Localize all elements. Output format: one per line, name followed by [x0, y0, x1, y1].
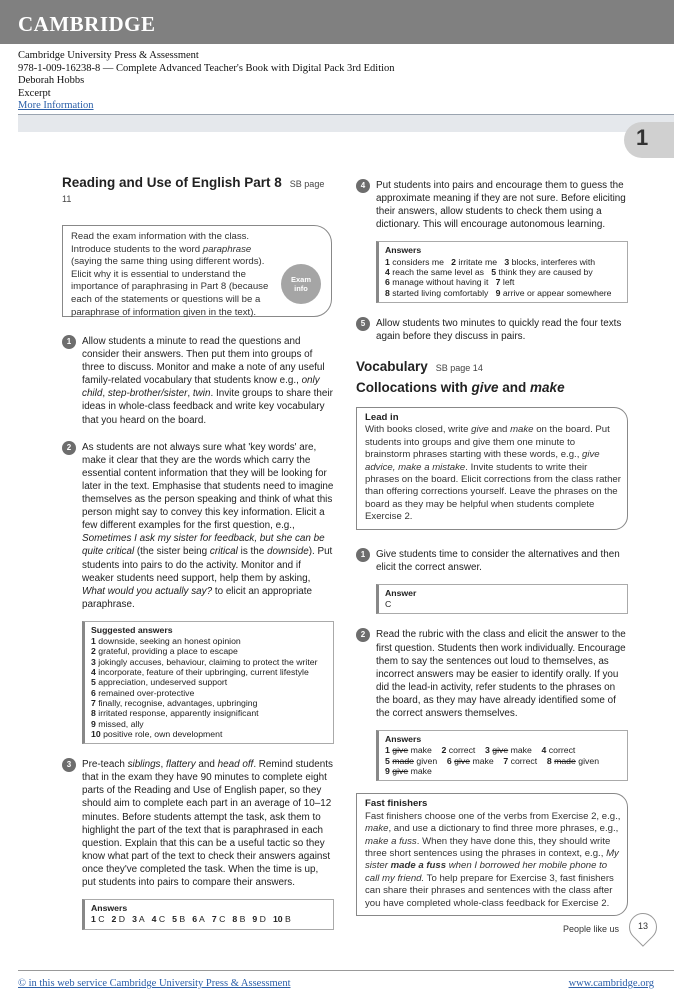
lead-in-heading: Lead in	[365, 412, 399, 424]
answers-heading: Suggested answers	[91, 624, 173, 635]
answer-line: 9 give make	[385, 766, 432, 777]
publisher: Cambridge University Press & Assessment	[18, 50, 199, 61]
footer-divider	[18, 970, 674, 971]
step-number: 2	[356, 628, 370, 642]
website-link[interactable]: www.cambridge.org	[568, 978, 654, 989]
answer-line: 5 made given 6 give make 7 correct 8 made given	[385, 755, 600, 766]
answer-line: 7 finally, recognise, advantages, upbringing	[91, 697, 258, 708]
publication-meta	[18, 50, 395, 113]
answers-heading: Answers	[385, 734, 422, 745]
answer-line: 6 manage without having it 7 left	[385, 277, 515, 288]
suggested-answers-box	[82, 621, 334, 744]
sb-page-ref: SB page 14	[435, 363, 483, 374]
page-number: 13	[637, 921, 648, 931]
answer-line: 1 C 2 D 3 A 4 C 5 B 6 A 7 C 8 B 9 D 10 B	[91, 914, 291, 925]
left-column	[62, 175, 334, 930]
copyright-link[interactable]: © in this web service Cambridge University Press & Assessment	[18, 978, 291, 989]
right-column	[356, 179, 628, 916]
answer-line: C	[385, 599, 392, 610]
section-title-reading: Reading and Use of English Part 8 SB page 11	[62, 175, 325, 204]
step-number: 1	[62, 335, 76, 349]
answer-line: 9 missed, ally	[91, 718, 144, 729]
unit-title-footer: People like us	[563, 924, 620, 934]
unit-number: 1	[636, 125, 649, 150]
answer-line: 8 started living comfortably 9 arrive or appear somewhere	[385, 287, 612, 298]
vocab-step-1: 1 Give students time to consider the alternatives and then elicit the correct answer.	[356, 548, 628, 574]
step-3: 3 Pre-teach siblings, flattery and head off. Remind students that in the exam they have 90 minutes to complete eight parts of the Reading and Use of English paper, so they should aim to complete each part in an average of 10–12 minutes. Before students attempt the task, ask them to highlight the part of the text that is paraphrased in each question. Explain that this can be a useful tactic so they know what part of the text to check their answers against once they've completed the task. When the time is up, put students into pairs to compare their answers.	[62, 758, 334, 889]
isbn-title: 978-1-009-16238-8 — Complete Advanced Teacher's Book with Digital Pack 3rd Edition	[18, 62, 395, 74]
lead-in-box	[356, 407, 628, 530]
header-bar	[0, 0, 674, 44]
step-number: 4	[356, 179, 370, 193]
exam-info-badge: Exam info	[281, 264, 321, 304]
answers-heading: Answers	[91, 903, 128, 914]
step-5: 5 Allow students two minutes to quickly read the four texts again before they discuss in pairs.	[356, 317, 628, 343]
answers-box-4	[376, 241, 628, 302]
answers-heading: Answer	[385, 587, 417, 598]
answer-line: 6 remained over-protective	[91, 687, 195, 698]
unit-tab	[624, 122, 674, 158]
fast-finishers-text: Fast finishers choose one of the verbs from Exercise 2, e.g., make, and use a dictionary to find three more phrases, e.g., make a fuss. When they have done this, they should write three short sentences using the phrases in context, e.g., My sister made a fuss when I borrowed her mobile phone to call my friend. To help prepare for Exercise 3, fast finishers can share their phrases and sentences with the class after you have completed whole-class feedback for Exercise 2.	[365, 810, 621, 909]
step-number: 2	[62, 441, 76, 455]
subtitle-collocations: Collocations with give and make	[356, 380, 565, 396]
header-divider	[18, 114, 674, 132]
answer-line: 4 incorporate, feature of their upbringing, current lifestyle	[91, 667, 309, 678]
answer-line: 2 grateful, providing a place to escape	[91, 646, 238, 657]
answer-line: 8 irritated response, apparently insignificant	[91, 708, 259, 719]
answer-line: 1 downside, seeking an honest opinion	[91, 636, 241, 647]
step-4: 4 Put students into pairs and encourage them to guess the approximate meaning if they are not sure. Before eliciting their answers, allow students to check them using a dictionary. This will encourage autonomous learning.	[356, 179, 628, 231]
more-information-link[interactable]: More Information	[18, 100, 94, 111]
step-number: 5	[356, 317, 370, 331]
cambridge-logo: CAMBRIDGE	[18, 12, 156, 36]
fast-finishers-heading: Fast finishers	[365, 798, 428, 810]
sb-page-ref: SB page 11	[62, 179, 325, 204]
answer-box-vocab-1	[376, 584, 628, 615]
fast-finishers-box	[356, 793, 628, 916]
answers-heading: Answers	[385, 245, 422, 256]
answers-box-3	[82, 899, 334, 930]
vocab-step-2: 2 Read the rubric with the class and elicit the answer to the first question. Students then work individually. Encourage them to say the sentences out loud to themselves, as incorrect answers may be easier to identify orally. If you did the lead-in activity, refer students to the phrases on the board, as they may have already identified some of the correct answers themselves.	[356, 628, 628, 720]
step-1: 1 Allow students a minute to read the questions and consider their answers. Then put them into groups of three to discuss. Monitor and make a note of any useful family-related vocabulary that students know e.g., only child, step-brother/sister, twin. Invite groups to share their ideas in whole-class feedback and write key vocabulary that you heard on the board.	[62, 335, 334, 427]
excerpt-label: Excerpt	[18, 87, 51, 99]
step-2: 2 As students are not always sure what 'key words' are, make it clear that they are the words which carry the essential content information that they will be looking for later in the text. Emphasise that students need to imagine themselves as the person speaking and think of what this person might say to convey this key information. Elicit a few different examples for the first question, e.g., Sometimes I ask my sister for feedback, but she can be quite critical (the sister being critical is the downside). Put students into pairs to do the activity. Monitor and if weaker students need support, help them by asking, What would you actually say? to elicit an appropriate paraphrase.	[62, 441, 334, 611]
exam-info-box	[62, 225, 332, 317]
section-title-vocabulary: Vocabulary SB page 14	[356, 359, 483, 375]
answer-line: 1 considers me 2 irritate me 3 blocks, interferes with	[385, 256, 596, 267]
exam-info-text: Read the exam information with the class. Introduce students to the word paraphrase (saying the same thing using different words). Elicit why it is essential to understand the importance of paraphrasing in Part 8 (because each of the statements or questions will be a paraphrase of information given in the text).	[71, 231, 269, 318]
answer-line: 3 jokingly accuses, behaviour, claiming to protect the writer	[91, 656, 318, 667]
lead-in-text: With books closed, write give and make on the board. Put students into groups and give them one minute to brainstorm phrases starting with these words, e.g., give advice, make a mistake. Invite students to write their phrases on the board. Elicit corrections from the class rather than offering corrections yourself. Leave the phrases on the board as they may be helpful when students complete Exercise 2.	[365, 424, 621, 523]
step-number: 3	[62, 758, 76, 772]
answer-line: 4 reach the same level as 5 think they are caused by	[385, 266, 593, 277]
answer-line: 5 appreciation, undeserved support	[91, 677, 228, 688]
answer-line: 10 positive role, own development	[91, 728, 223, 739]
answer-line: 1 give make 2 correct 3 give make 4 correct	[385, 745, 576, 756]
step-number: 1	[356, 548, 370, 562]
answers-box-vocab-2	[376, 730, 628, 781]
author: Deborah Hobbs	[18, 75, 85, 86]
